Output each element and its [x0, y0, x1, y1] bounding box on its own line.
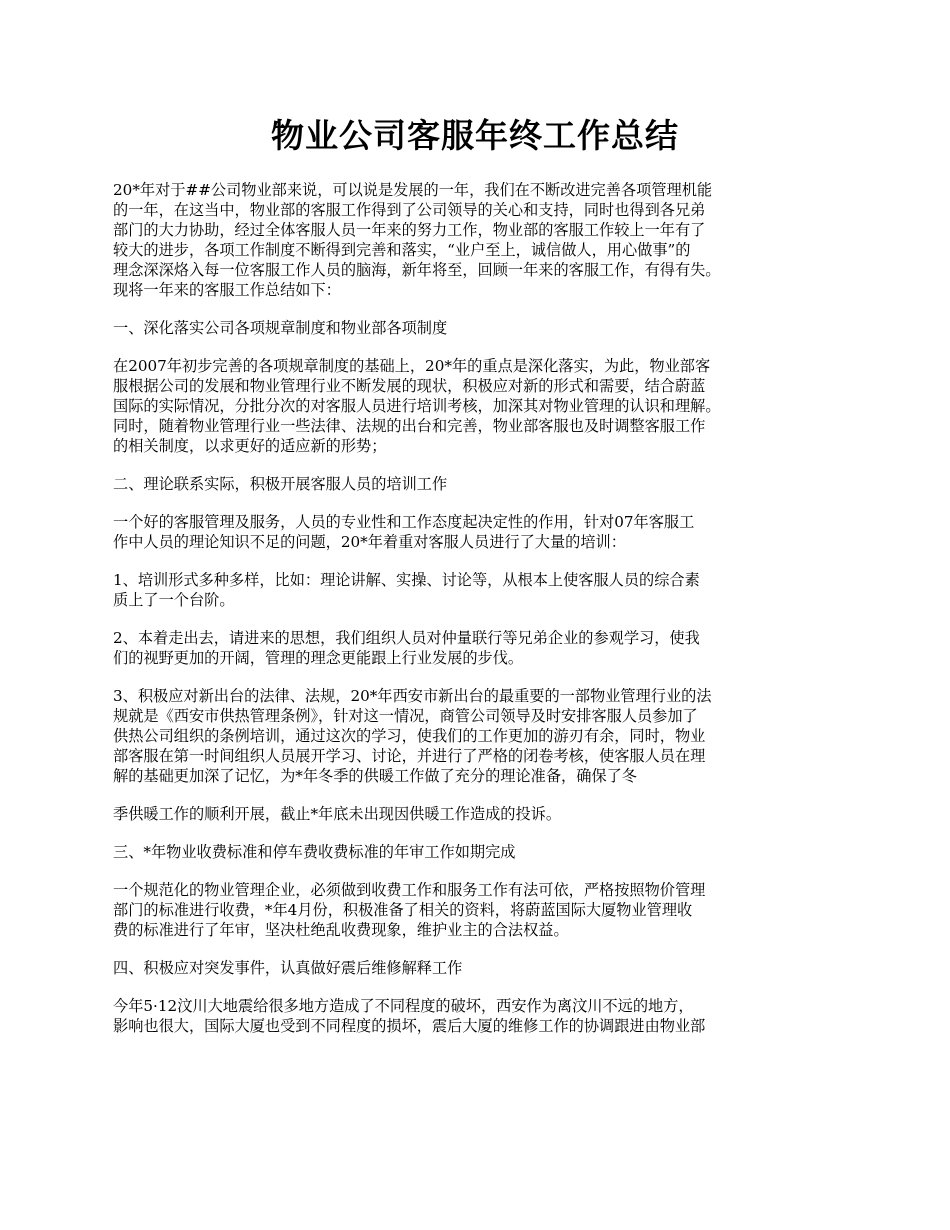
- text-line: 同时，随着物业管理行业一些法律、法规的出台和完善，物业部客服也及时调整客服工作: [113, 417, 706, 435]
- text-line: 一、深化落实公司各项规章制度和物业部各项制度: [113, 319, 448, 337]
- body-paragraph: [113, 804, 851, 824]
- text-line: 们的视野更加的开阔，管理的理念更能跟上行业发展的步伐。: [113, 649, 524, 667]
- text-line: 一个规范化的物业管理企业，必须做到收费工作和服务工作有法可依，严格按照物价管理: [113, 881, 706, 899]
- text-line: 规就是《西安市供热管理条例》，针对这一情况，商管公司领导及时安排客服人员参加了: [113, 707, 698, 725]
- text-line: 季供暖工作的顺利开展，截止*年底未出现因供暖工作造成的投诉。: [113, 805, 562, 823]
- text-line: 部客服在第一时间组织人员展开学习、讨论，并进行了严格的闭卷考核，使客服人员在理: [113, 747, 706, 765]
- text-line: 的一年，在这当中，物业部的客服工作得到了公司领导的关心和支持，同时也得到各兄弟: [113, 201, 706, 219]
- document-body: [113, 180, 851, 1054]
- section-heading: [113, 318, 851, 338]
- text-line: 费的标准进行了年审，坚决杜绝乱收费现象，维护业主的合法权益。: [113, 921, 569, 939]
- text-line: 部门的标准进行收费，*年4月份，积极准备了相关的资料，将蔚蓝国际大厦物业管理收: [113, 901, 693, 919]
- section-heading: [113, 474, 851, 494]
- text-line: 国际的实际情况，分批分次的对客服人员进行培训考核，加深其对物业管理的认识和理解。: [113, 397, 721, 415]
- text-line: 的相关制度，以求更好的适应新的形势；: [113, 437, 387, 455]
- text-line: 今年5·12汶川大地震给很多地方造成了不同程度的破坏，西安作为离汶川不远的地方，: [113, 997, 694, 1015]
- text-line: 20*年对于##公司物业部来说，可以说是发展的一年，我们在不断改进完善各项管理机能: [113, 181, 713, 199]
- text-line: 部门的大力协助，经过全体客服人员一年来的努力工作，物业部的客服工作较上一年有了: [113, 221, 706, 239]
- text-line: 一个好的客服管理及服务，人员的专业性和工作态度起决定性的作用，针对07年客服工: [113, 513, 695, 531]
- text-line: 作中人员的理论知识不足的问题，20*年着重对客服人员进行了大量的培训：: [113, 533, 626, 551]
- text-line: 三、*年物业收费标准和停车费收费标准的年审工作如期完成: [113, 843, 516, 861]
- body-paragraph: [113, 628, 851, 668]
- text-line: 较大的进步，各项工作制度不断得到完善和落实，“业户至上，诚信做人，用心做事”的: [113, 241, 691, 259]
- body-paragraph: [113, 996, 851, 1036]
- body-paragraph: [113, 512, 851, 552]
- document-title: 物业公司客服年终工作总结: [271, 116, 679, 155]
- text-line: 二、理论联系实际，积极开展客服人员的培训工作: [113, 475, 448, 493]
- body-paragraph: [113, 686, 851, 786]
- text-line: 1、培训形式多种多样，比如：理论讲解、实操、讨论等，从根本上使客服人员的综合素: [113, 571, 700, 589]
- section-heading: [113, 958, 851, 978]
- text-line: 在2007年初步完善的各项规章制度的基础上，20*年的重点是深化落实，为此，物业部客: [113, 357, 711, 375]
- text-line: 影响也很大，国际大厦也受到不同程度的损坏，震后大厦的维修工作的协调跟进由物业部: [113, 1017, 706, 1035]
- body-paragraph: [113, 570, 851, 610]
- text-line: 2、本着走出去，请进来的思想，我们组织人员对仲量联行等兄弟企业的参观学习，使我: [113, 629, 700, 647]
- text-line: 现将一年来的客服工作总结如下：: [113, 281, 341, 299]
- section-heading: [113, 842, 851, 862]
- text-line: 理念深深烙入每一位客服工作人员的脑海，新年将至，回顾一年来的客服工作，有得有失。: [113, 261, 721, 279]
- body-paragraph: [113, 356, 851, 456]
- body-paragraph: [113, 180, 851, 300]
- text-line: 服根据公司的发展和物业管理行业不断发展的现状，积极应对新的形式和需要，结合蔚蓝: [113, 377, 706, 395]
- text-line: 供热公司组织的条例培训，通过这次的学习，使我们的工作更加的游刃有余，同时，物业: [113, 727, 706, 745]
- text-line: 3、积极应对新出台的法律、法规，20*年西安市新出台的最重要的一部物业管理行业的法: [113, 687, 712, 705]
- text-line: 四、积极应对突发事件，认真做好震后维修解释工作: [113, 959, 463, 977]
- text-line: 质上了一个台阶。: [113, 591, 235, 609]
- body-paragraph: [113, 880, 851, 940]
- text-line: 解的基础更加深了记忆，为*年冬季的供暖工作做了充分的理论准备，确保了冬: [113, 767, 637, 785]
